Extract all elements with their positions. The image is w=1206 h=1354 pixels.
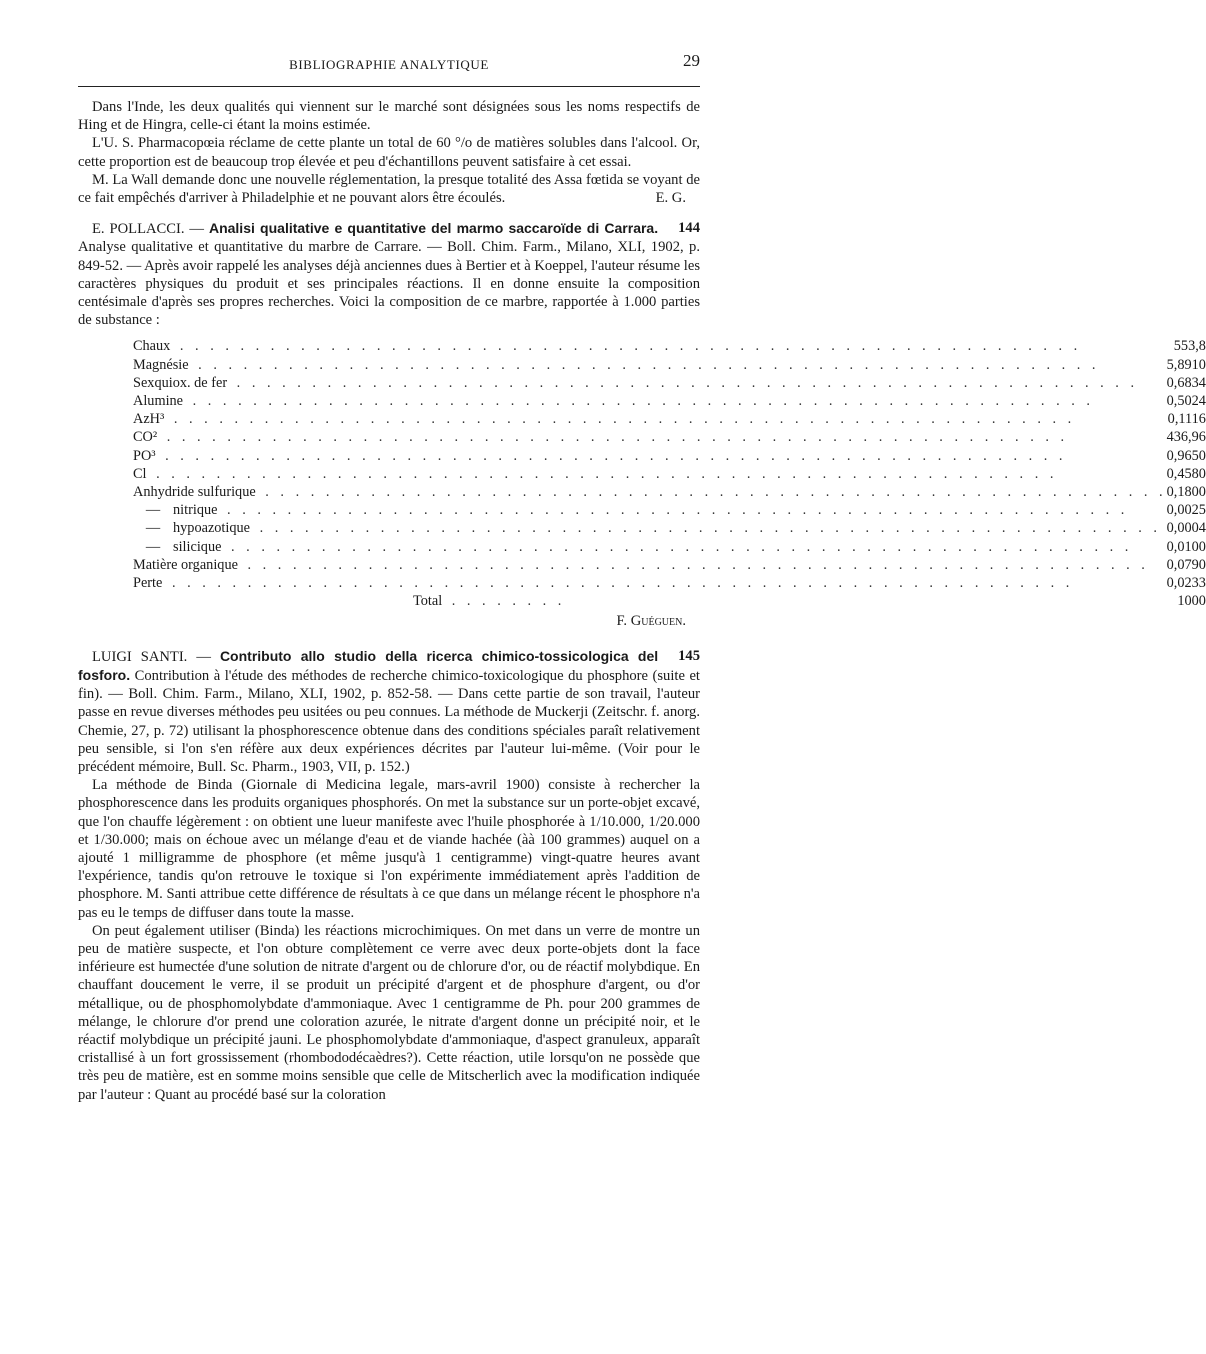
- entry-145-author: LUIGI SANTI.: [92, 648, 188, 665]
- component-value: 0,0233: [1166, 575, 1206, 592]
- intro-paragraph-3: [78, 171, 700, 207]
- component-name: PO³: [133, 447, 156, 464]
- component-value: 0,0004: [1166, 520, 1206, 537]
- component-name: silicique: [173, 538, 222, 555]
- entry-144-signature: F. Guéguen.: [616, 613, 686, 630]
- entry-144-title: Analisi qualitative e quantitative del marmo saccaroïde di Carrara.: [208, 220, 659, 237]
- component-name: Chaux: [133, 338, 171, 355]
- entry-144-head: 144 E. POLLACCI. — Analisi qualitative e quantitative del marmo saccaroïde di Carrara. Analyse qualitative et quantitative du marbre de Carrare. — Boll. Chim. Farm., Milano, XLI, 1902, p. 849-52. — Après avoir rappelé les analyses déjà anciennes dues à Bertier et à Koeppel, l'auteur résume les caractères physiques du produit et ses principales réactions. Il en donne ensuite la composition centésimale d'après ses propres recherches. Voici la composition de ce marbre, rapportée à 1.000 parties de substance :: [78, 220, 700, 329]
- composition-row: Perte . . . . . . . . . . . . . . . . . . . . . . . . . . . . . . . . . . . . . . . . . . . . . . . . . . . . . . . . . . . . 0,0233: [133, 575, 1206, 592]
- component-name: Alumine: [133, 393, 184, 410]
- entry-145-paragraph-2: La méthode de Binda (Giornale di Medicina legale, mars-avril 1900) consiste à rechercher la phosphorescence dans les produits organiques phosphorés. On met la substance sur un porte-objet excavé, que l'on chauffe légèrement : on obtient une lueur manifeste avec l'huile phosphorée à 1/10.000, 1/20.000 et 1/30.000; mais on échoue avec un mélange d'eau et de viande hachée (àà 100 grammes) auquel on a ajouté 1 milligramme de phosphore (et même jusqu'à 1 centigramme) vingt-quatre heures avant l'expérience, tandis qu'on retrouve le toxique si l'on expérimente immédiatement après l'addition de phosphore. M. Santi attribue cette différence de résultats à ce que dans un mélange récent le phosphore n'a pas eu le temps de diffuser dans toute la masse.: [78, 777, 700, 921]
- total-value: 1000: [1177, 593, 1206, 610]
- component-name: Perte: [133, 575, 163, 592]
- component-name: AzH³: [133, 411, 165, 428]
- ditto-dash: —: [145, 502, 161, 519]
- component-name: Cl: [133, 465, 147, 482]
- document-page: [78, 51, 1206, 1104]
- component-value: 0,5024: [1166, 393, 1206, 410]
- entry-145-title: Contributo allo studio della ricerca chimico-tossicologica del fosforo.: [78, 647, 659, 683]
- composition-row: — nitrique . . . . . . . . . . . . . . . . . . . . . . . . . . . . . . . . . . . . . . . . . . . . . . . . . . . . . . . . . . . . 0,0025: [133, 501, 1206, 519]
- composition-row: Alumine . . . . . . . . . . . . . . . . . . . . . . . . . . . . . . . . . . . . . . . . . . . . . . . . . . . . . . . . . . . . 0,5024: [133, 393, 1206, 410]
- component-value: 0,0100: [1166, 538, 1206, 555]
- composition-row: Magnésie . . . . . . . . . . . . . . . . . . . . . . . . . . . . . . . . . . . . . . . . . . . . . . . . . . . . . . . . . . . . 5,8910: [133, 356, 1206, 373]
- composition-row: Chaux . . . . . . . . . . . . . . . . . . . . . . . . . . . . . . . . . . . . . . . . . . . . . . . . . . . . . . . . . . . . 553,8: [133, 338, 1206, 355]
- component-value: 5,8910: [1166, 356, 1206, 373]
- composition-total-row: Total . . . . . . . . 1000: [413, 593, 1206, 610]
- composition-table: [133, 337, 1206, 610]
- component-value: 436,96: [1166, 429, 1206, 446]
- entry-144-author: E. POLLACCI.: [92, 221, 185, 238]
- running-header: [78, 52, 700, 76]
- composition-row: CO² . . . . . . . . . . . . . . . . . . . . . . . . . . . . . . . . . . . . . . . . . . . . . . . . . . . . . . . . . . . . 436,96: [133, 429, 1206, 446]
- entry-145-number: 145: [678, 647, 700, 664]
- component-value: 553,8: [1173, 338, 1206, 355]
- entry-145-head: 145 LUIGI SANTI. — Contributo allo studio della ricerca chimico-tossicologica del fosforo. Contribution à l'étude des méthodes de recherche chimico-toxicologique du phosphore (suite et fin). — Boll. Chim. Farm., Milano, XLI, 1902, p. 852-58. — Dans cette partie de son travail, l'auteur passe en revue diverses méthodes peu usitées ou peu connues. La méthode de Muckerji (Zeitschr. f. anorg. Chemie, 27, p. 72) utilisant la phosphorescence obtenue dans des conditions spéciales paraît relativement peu sensible, si l'on s'en réfère aux deux expériences décrites par l'auteur lui-même. (Voir pour le précédent mémoire, Bull. Sc. Pharm., 1903, VII, p. 152.): [78, 647, 700, 775]
- entry-144-body: Analyse qualitative et quantitative du marbre de Carrare. — Boll. Chim. Farm., Milano, XLI, 1902, p. 849-52. — Après avoir rappelé les analyses déjà anciennes dues à Bertier et à Koeppel, l'auteur résume les caractères physiques du produit et ses principales réactions. Il en donne ensuite la composition centésimale d'après ses propres recherches. Voici la composition de ce marbre, rapportée à 1.000 parties de substance :: [78, 239, 700, 329]
- component-value: 0,4580: [1166, 465, 1206, 482]
- ditto-dash: —: [145, 520, 161, 537]
- ditto-dash: —: [145, 538, 161, 555]
- component-name: CO²: [133, 429, 158, 446]
- composition-row: Anhydride sulfurique . . . . . . . . . . . . . . . . . . . . . . . . . . . . . . . . . . . . . . . . . . . . . . . . . . . . . . . . . . . . 0,1800: [133, 484, 1206, 501]
- component-value: 0,1800: [1166, 484, 1206, 501]
- component-name: nitrique: [173, 502, 218, 519]
- component-value: 0,0790: [1166, 556, 1206, 573]
- total-label: Total: [413, 593, 443, 610]
- composition-row: — hypoazotique . . . . . . . . . . . . . . . . . . . . . . . . . . . . . . . . . . . . . . . . . . . . . . . . . . . . . . . . . . . . 0,0004: [133, 519, 1206, 537]
- header-rule: [78, 86, 700, 87]
- composition-row: — silicique . . . . . . . . . . . . . . . . . . . . . . . . . . . . . . . . . . . . . . . . . . . . . . . . . . . . . . . . . . . . 0,0100: [133, 538, 1206, 556]
- component-value: 0,1116: [1167, 411, 1206, 428]
- composition-row: Cl . . . . . . . . . . . . . . . . . . . . . . . . . . . . . . . . . . . . . . . . . . . . . . . . . . . . . . . . . . . . 0,4580: [133, 465, 1206, 482]
- component-value: 0,0025: [1166, 502, 1206, 519]
- running-title: BIBLIOGRAPHIE ANALYTIQUE: [289, 57, 489, 72]
- entry-144-number: 144: [678, 220, 700, 237]
- entry-145-paragraph-3: On peut également utiliser (Binda) les réactions microchimiques. On met dans un verre de montre un peu de matière suspecte, et l'on obture complètement ce verre avec deux porte-objets dont la face inférieure est humectée d'une solution de nitrate d'argent ou de chlorure d'or, ou de réactif molybdique. En chauffant doucement le verre, il se produit un précipité d'argent et de phosphure d'argent, ou d'or métallique, ou de phosphomolybdate d'ammoniaque. Avec 1 centigramme de Ph. pour 200 grammes de mélange, le chlorure d'or prend une coloration azurée, le nitrate d'argent donne un précipité noir, et le réactif molybdique un précipité jauni. Le phosphomolybdate d'ammoniaque, d'aspect granuleux, apparaît cristallisé à un fort grossissement (rhombododécaèdres?). Cette réaction, utile lorsqu'on ne possède que très peu de matière, est en somme moins sensible que celle de Mitscherlich avec la modification indiquée par l'auteur : Quant au procédé basé sur la coloration: [78, 922, 700, 1103]
- component-name: hypoazotique: [173, 520, 251, 537]
- component-name: Sexquiox. de fer: [133, 374, 228, 391]
- composition-row: Matière organique . . . . . . . . . . . . . . . . . . . . . . . . . . . . . . . . . . . . . . . . . . . . . . . . . . . . . . . . . . . . 0,0790: [133, 556, 1206, 573]
- entry-145-paragraph-1: Contribution à l'étude des méthodes de recherche chimico-toxicologique du phosphore (suite et fin). — Boll. Chim. Farm., Milano, XLI, 1902, p. 852-58. — Dans cette partie de son travail, l'auteur passe en revue diverses méthodes peu usitées ou peu connues. La méthode de Muckerji (Zeitschr. f. anorg. Chemie, 27, p. 72) utilisant la phosphorescence obtenue dans des conditions spéciales paraît relativement peu sensible, si l'on s'en réfère aux deux expériences décrites par l'auteur lui-même. (Voir pour le précédent mémoire, Bull. Sc. Pharm., 1903, VII, p. 152.): [78, 667, 700, 775]
- page-number: 29: [683, 51, 700, 70]
- intro-paragraph-2: L'U. S. Pharmacopœia réclame de cette plante un total de 60 °/o de matières solubles dans l'alcool. Or, cette proportion est de beaucoup trop élevée et peu d'échantillons peuvent satisfaire à cet essai.: [78, 135, 700, 170]
- composition-row: Sexquiox. de fer . . . . . . . . . . . . . . . . . . . . . . . . . . . . . . . . . . . . . . . . . . . . . . . . . . . . . . . . . . . . 0,6834: [133, 374, 1206, 391]
- component-value: 0,6834: [1166, 374, 1206, 391]
- composition-row: PO³ . . . . . . . . . . . . . . . . . . . . . . . . . . . . . . . . . . . . . . . . . . . . . . . . . . . . . . . . . . . . 0,9650: [133, 447, 1206, 464]
- component-name: Matière organique: [133, 556, 238, 573]
- intro-paragraph-3-text: M. La Wall demande donc une nouvelle réglementation, la presque totalité des Assa fœtida se voyant de ce fait empêchés d'arriver à Philadelphie et ne pouvant alors être écoulés.: [78, 171, 700, 207]
- component-value: 0,9650: [1166, 447, 1206, 464]
- composition-row: AzH³ . . . . . . . . . . . . . . . . . . . . . . . . . . . . . . . . . . . . . . . . . . . . . . . . . . . . . . . . . . . . 0,1116: [133, 411, 1206, 428]
- intro-paragraph-1: Dans l'Inde, les deux qualités qui viennent sur le marché sont désignées sous les noms respectifs de Hing et de Hingra, celle-ci étant la moins estimée.: [78, 99, 700, 134]
- intro-signature: E. G.: [655, 190, 686, 207]
- component-name: Magnésie: [133, 356, 189, 373]
- component-name: Anhydride sulfurique: [133, 484, 256, 501]
